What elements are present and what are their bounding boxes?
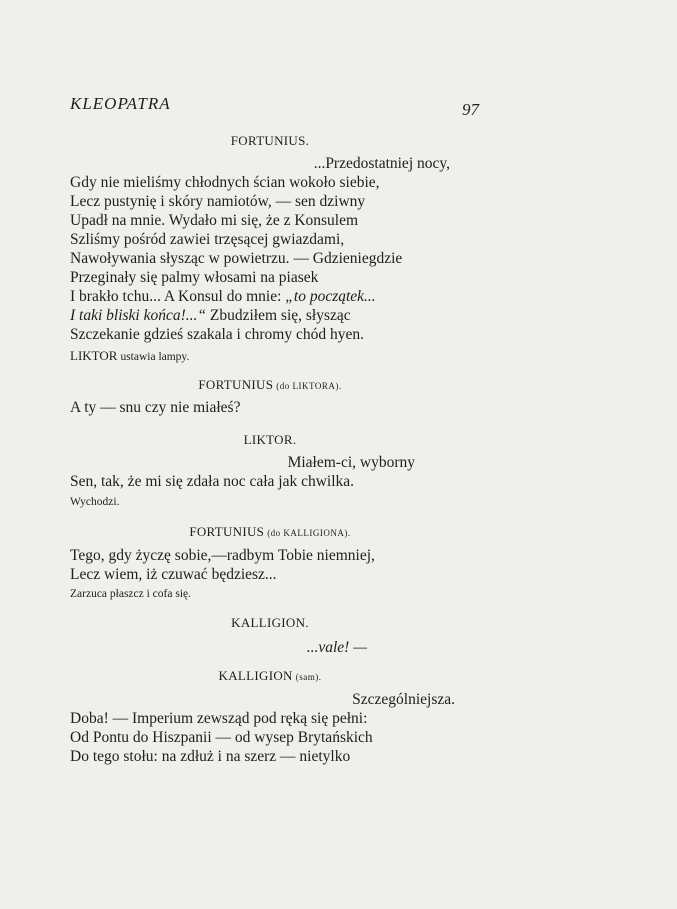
verse-line: Nawoływania słysząc w powietrzu. — Gdzieniegdzie (70, 250, 403, 267)
verse-line: Lecz pustynię i skóry namiotów, — sen dziwny (70, 193, 366, 210)
speaker-heading: KALLIGION. (231, 615, 309, 630)
verse-fragment: I brakło tchu... A Konsul do mnie: (70, 288, 286, 305)
verse-line: Upadł na mnie. Wydało mi się, że z Konsulem (70, 212, 359, 229)
verse-line: Sen, tak, że mi się zdała noc cała jak chwilka. (70, 473, 355, 490)
stage-direction: Wychodzi. (70, 496, 120, 508)
speaker-name: FORTUNIUS (198, 377, 274, 392)
verse-fragment: Zbudziłem się, słysząc (206, 307, 351, 324)
stage-text: ustawia lampy. (120, 351, 190, 363)
verse-line: ...Przedostatniej nocy, (313, 155, 450, 172)
speaker-heading (70, 668, 470, 684)
verse-line: A ty — snu czy nie miałeś? (70, 399, 241, 416)
verse-fragment-italic: I taki bliski końca!...“ (70, 307, 207, 324)
stage-character: LIKTOR (70, 348, 118, 363)
speaker-heading: LIKTOR. (243, 432, 297, 447)
speaker-direction: (sam). (295, 672, 322, 682)
speaker-name: KALLIGION (218, 668, 293, 683)
stage-direction: Zarzuca płaszcz i cofa się. (70, 588, 191, 600)
verse-fragment-italic: „to początek... (285, 288, 376, 305)
verse-line: Przeginały się palmy włosami na piasek (70, 269, 319, 286)
verse-line: Doba! — Imperium zewsząd pod ręką się pełni: (70, 710, 368, 727)
speaker-heading (70, 524, 470, 540)
verse-line: Tego, gdy życzę sobie,—radbym Tobie niemniej, (70, 547, 375, 564)
verse-line (70, 638, 367, 657)
speaker-name: FORTUNIUS (189, 524, 265, 539)
verse-line (70, 287, 470, 306)
verse-fragment-italic: ...vale! — (306, 639, 367, 656)
verse-line: Od Pontu do Hiszpanii — od wysep Brytańskich (70, 729, 373, 746)
speaker-direction: (do LIKTORA). (276, 381, 342, 391)
speaker-heading (70, 377, 470, 393)
verse-line (70, 306, 470, 325)
page-number: 97 (462, 100, 479, 119)
running-title: KLEOPATRA (70, 94, 171, 113)
verse-line: Lecz wiem, iż czuwać będziesz... (70, 566, 277, 583)
speaker-direction: (do KALLIGIONA). (267, 528, 351, 538)
speaker-heading: FORTUNIUS. (230, 133, 310, 148)
stage-direction (70, 348, 470, 364)
verse-line: Do tego stołu: na zdłuż i na szerz — nietylko (70, 748, 351, 765)
verse-line: Szczekanie gdzieś szakala i chromy chód hyen. (70, 326, 364, 343)
verse-line: Szliśmy pośród zawiei trzęsącej gwiazdami, (70, 231, 345, 248)
verse-line: Miałem-ci, wyborny (287, 454, 415, 471)
verse-line: Szczególniejsza. (352, 691, 455, 708)
verse-line: Gdy nie mieliśmy chłodnych ścian wokoło siebie, (70, 174, 380, 191)
